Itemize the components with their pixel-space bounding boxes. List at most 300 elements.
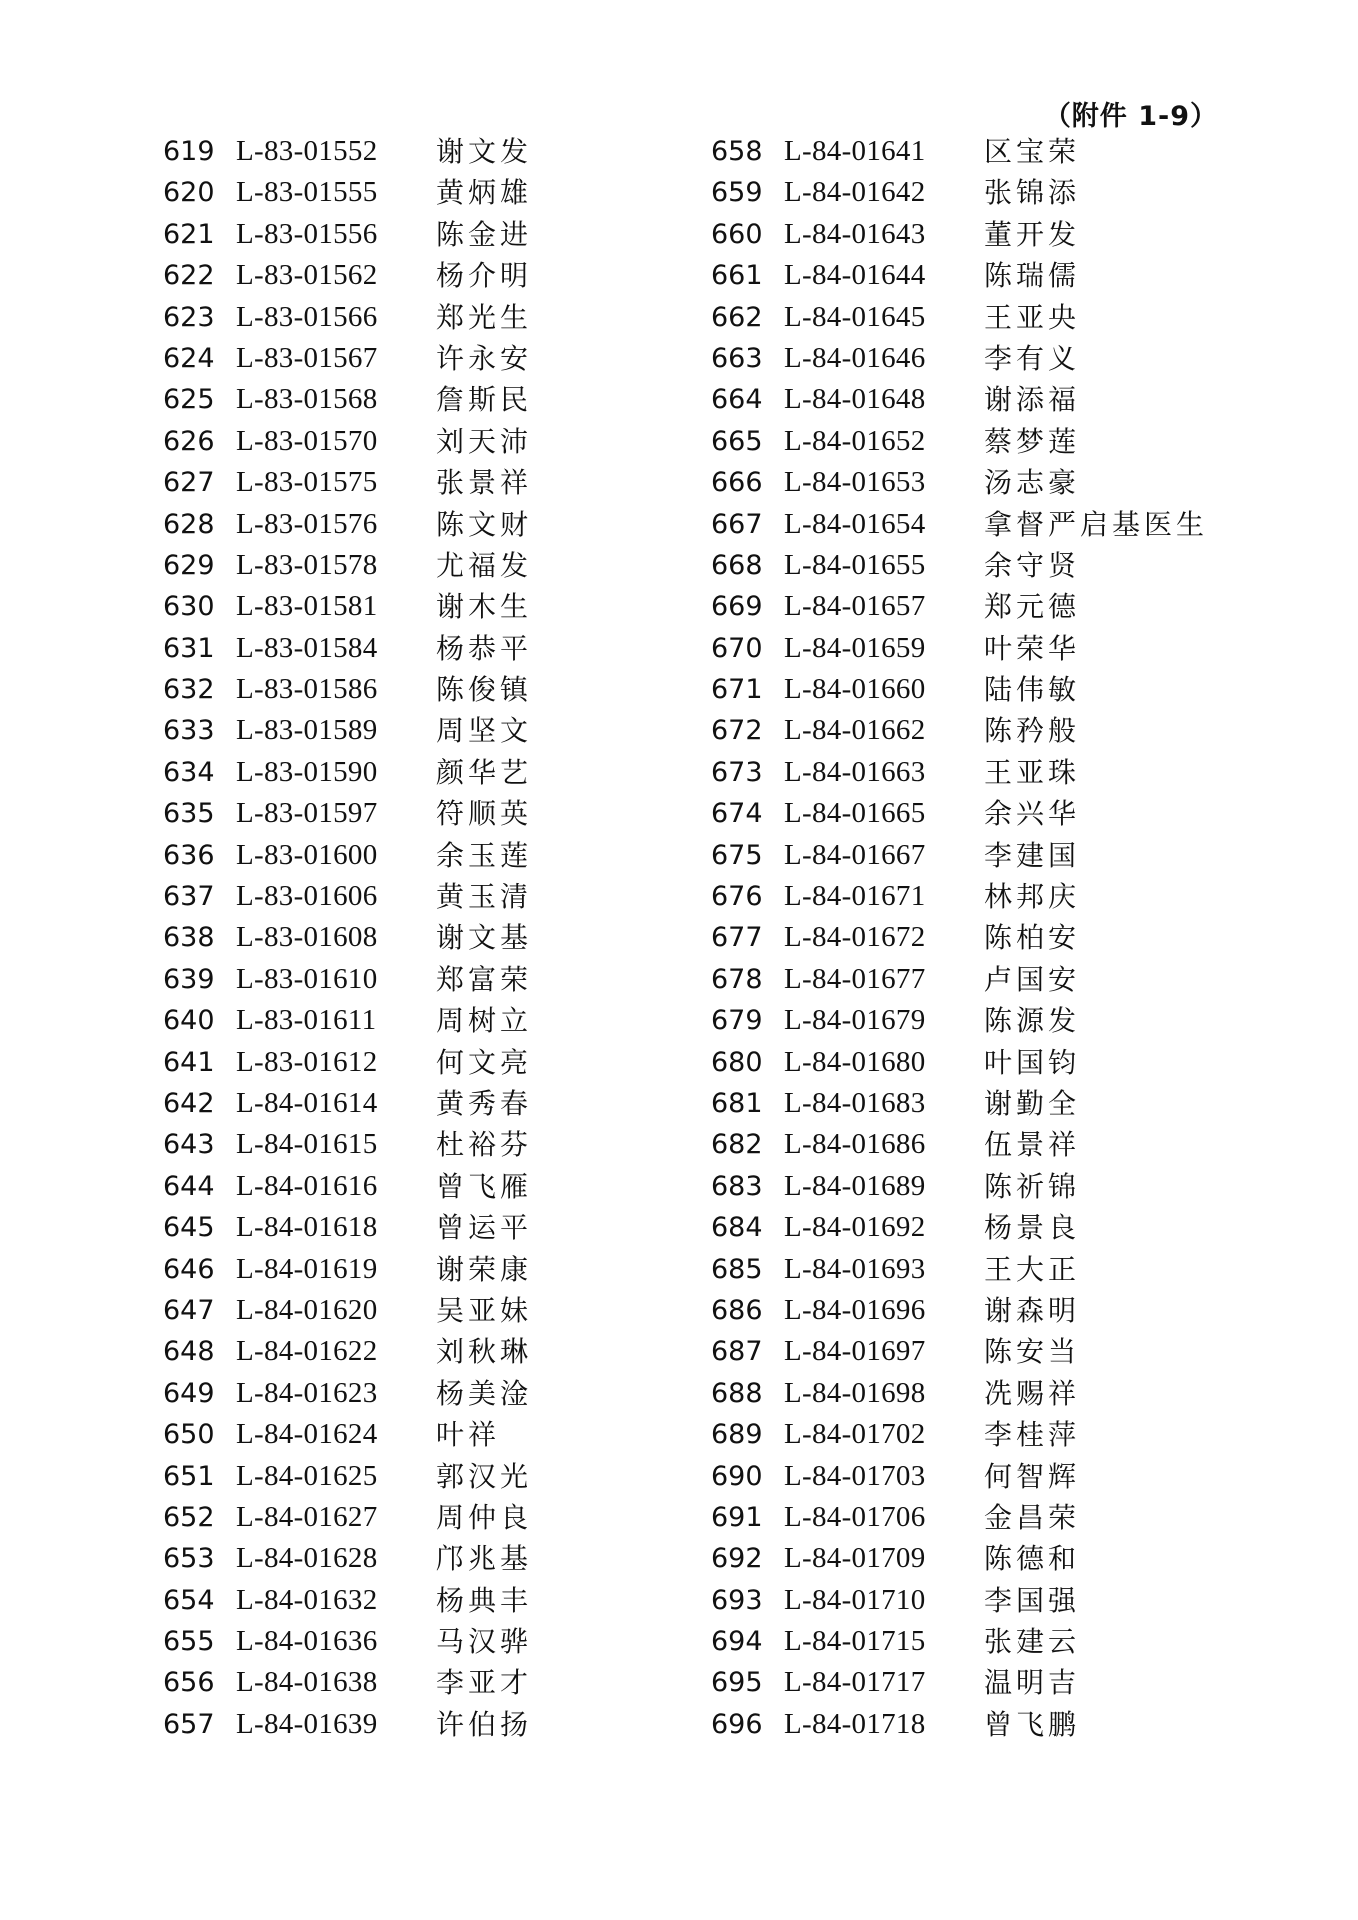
list-item	[163, 959, 532, 1000]
entry-code: L-83-01576	[236, 507, 378, 540]
list-item	[163, 1662, 532, 1703]
list-item	[163, 586, 532, 627]
list-item	[163, 172, 532, 213]
list-item	[163, 214, 532, 255]
entry-name: 余守贤	[984, 548, 1081, 582]
entry-number: 626	[163, 425, 215, 457]
list-item	[163, 628, 532, 669]
list-item	[711, 1290, 1208, 1331]
list-item	[163, 338, 532, 379]
entry-number: 688	[711, 1377, 763, 1409]
list-item	[711, 1580, 1208, 1621]
entry-code: L-84-01679	[784, 1004, 926, 1037]
entry-number: 661	[711, 260, 763, 292]
list-item	[163, 421, 532, 462]
entry-name: 张景祥	[436, 466, 533, 500]
entry-number: 629	[163, 549, 215, 581]
entry-code: L-83-01581	[236, 590, 378, 623]
entry-number: 641	[163, 1046, 215, 1078]
list-item	[711, 338, 1208, 379]
entry-number: 639	[163, 963, 215, 995]
entry-code: L-84-01652	[784, 424, 926, 457]
list-item	[711, 545, 1208, 586]
entry-number: 633	[163, 715, 215, 747]
entry-name: 谢荣康	[436, 1252, 533, 1286]
entry-name: 郑光生	[436, 300, 533, 334]
entry-number: 655	[163, 1626, 215, 1658]
entry-code: L-84-01644	[784, 259, 926, 292]
list-item	[163, 1000, 532, 1041]
list-item	[711, 835, 1208, 876]
list-item	[711, 628, 1208, 669]
entry-code: L-83-01586	[236, 673, 378, 706]
entry-number: 636	[163, 839, 215, 871]
entry-number: 621	[163, 218, 215, 250]
entry-number: 689	[711, 1419, 763, 1451]
entry-number: 669	[711, 591, 763, 623]
entry-name: 陈文财	[436, 507, 533, 541]
entry-code: L-84-01618	[236, 1211, 378, 1244]
list-item	[711, 1000, 1208, 1041]
entry-name: 陈矜般	[984, 714, 1081, 748]
entry-code: L-84-01692	[784, 1211, 926, 1244]
entry-code: L-84-01717	[784, 1666, 926, 1699]
list-item	[711, 1207, 1208, 1248]
entry-code: L-84-01663	[784, 755, 926, 788]
entry-code: L-83-01606	[236, 880, 378, 913]
entry-name: 杜裕芬	[436, 1128, 533, 1162]
entry-number: 632	[163, 674, 215, 706]
list-item	[711, 1331, 1208, 1372]
entry-number: 683	[711, 1170, 763, 1202]
entry-code: L-83-01568	[236, 383, 378, 416]
entry-code: L-84-01677	[784, 962, 926, 995]
entry-code: L-84-01683	[784, 1086, 926, 1119]
entry-code: L-84-01654	[784, 507, 926, 540]
entry-number: 646	[163, 1253, 215, 1285]
list-item	[711, 1083, 1208, 1124]
entry-code: L-84-01614	[236, 1086, 378, 1119]
entry-name: 许永安	[436, 341, 533, 375]
entry-name: 许伯扬	[436, 1707, 533, 1741]
entry-code: L-84-01696	[784, 1293, 926, 1326]
entry-name: 尤福发	[436, 548, 533, 582]
entry-name: 拿督严启基医生	[984, 507, 1209, 541]
entry-number: 666	[711, 467, 763, 499]
entry-name: 曾飞雁	[436, 1169, 533, 1203]
entry-number: 673	[711, 756, 763, 788]
entry-number: 647	[163, 1294, 215, 1326]
entry-number: 678	[711, 963, 763, 995]
entry-name: 冼赐祥	[984, 1376, 1081, 1410]
entry-code: L-84-01655	[784, 548, 926, 581]
entry-name: 卢国安	[984, 962, 1081, 996]
entry-code: L-84-01689	[784, 1169, 926, 1202]
entry-number: 671	[711, 674, 763, 706]
list-item	[711, 297, 1208, 338]
entry-number: 681	[711, 1087, 763, 1119]
entry-name: 陈金进	[436, 217, 533, 251]
entry-code: L-84-01686	[784, 1128, 926, 1161]
entry-number: 696	[711, 1708, 763, 1740]
list-column-right	[711, 131, 1208, 1745]
entry-number: 663	[711, 342, 763, 374]
list-item	[711, 710, 1208, 751]
list-item	[163, 835, 532, 876]
entry-number: 623	[163, 301, 215, 333]
entry-code: L-84-01697	[784, 1335, 926, 1368]
entry-number: 622	[163, 260, 215, 292]
list-item	[711, 1456, 1208, 1497]
list-item	[711, 752, 1208, 793]
list-item	[711, 1414, 1208, 1455]
entry-number: 677	[711, 922, 763, 954]
list-item	[711, 959, 1208, 1000]
list-item	[163, 1497, 532, 1538]
entry-number: 660	[711, 218, 763, 250]
list-item	[711, 586, 1208, 627]
entry-name: 陈德和	[984, 1542, 1081, 1576]
entry-name: 董开发	[984, 217, 1081, 251]
list-item	[163, 545, 532, 586]
entry-number: 675	[711, 839, 763, 871]
list-item	[711, 1249, 1208, 1290]
entry-name: 陆伟敏	[984, 673, 1081, 707]
entry-code: L-83-01597	[236, 797, 378, 830]
entry-code: L-84-01648	[784, 383, 926, 416]
entry-code: L-84-01645	[784, 300, 926, 333]
entry-number: 634	[163, 756, 215, 788]
entry-number: 659	[711, 177, 763, 209]
list-item	[711, 917, 1208, 958]
entry-name: 周树立	[436, 1004, 533, 1038]
entry-code: L-84-01665	[784, 797, 926, 830]
entry-code: L-84-01641	[784, 135, 926, 167]
list-item	[711, 1166, 1208, 1207]
list-item	[163, 917, 532, 958]
list-item	[163, 1249, 532, 1290]
entry-name: 黄秀春	[436, 1086, 533, 1120]
entry-code: L-84-01632	[236, 1583, 378, 1616]
entry-name: 李亚才	[436, 1666, 533, 1700]
entry-code: L-83-01578	[236, 548, 378, 581]
list-item	[163, 1414, 532, 1455]
entry-name: 汤志豪	[984, 466, 1081, 500]
entry-name: 郑富荣	[436, 962, 533, 996]
entry-name: 何文亮	[436, 1045, 533, 1079]
entry-code: L-84-01698	[784, 1376, 926, 1409]
entry-number: 638	[163, 922, 215, 954]
entry-number: 670	[711, 632, 763, 664]
entry-name: 刘秋琳	[436, 1335, 533, 1369]
entry-code: L-83-01575	[236, 466, 378, 499]
list-item	[163, 1621, 532, 1662]
entry-number: 692	[711, 1543, 763, 1575]
entry-number: 662	[711, 301, 763, 333]
entry-code: L-84-01671	[784, 880, 926, 913]
entry-code: L-84-01636	[236, 1625, 378, 1658]
entry-code: L-84-01703	[784, 1459, 926, 1492]
entry-number: 664	[711, 384, 763, 416]
entry-number: 687	[711, 1336, 763, 1368]
entry-code: L-84-01646	[784, 341, 926, 374]
entry-number: 637	[163, 881, 215, 913]
entry-code: L-84-01715	[784, 1625, 926, 1658]
list-item	[163, 669, 532, 710]
entry-number: 691	[711, 1501, 763, 1533]
entry-name: 余兴华	[984, 797, 1081, 831]
entry-name: 叶国钧	[984, 1045, 1081, 1079]
entry-code: L-84-01680	[784, 1045, 926, 1078]
list-item	[163, 504, 532, 545]
list-item	[711, 255, 1208, 296]
entry-name: 杨典丰	[436, 1583, 533, 1617]
list-item	[163, 379, 532, 420]
entry-number: 624	[163, 342, 215, 374]
entry-code: L-84-01662	[784, 714, 926, 747]
entry-number: 643	[163, 1129, 215, 1161]
entry-code: L-84-01624	[236, 1418, 378, 1451]
list-item	[163, 1704, 532, 1745]
entry-name: 陈瑞儒	[984, 259, 1081, 293]
list-item	[711, 793, 1208, 834]
entry-code: L-84-01672	[784, 921, 926, 954]
list-item	[711, 172, 1208, 213]
entry-number: 680	[711, 1046, 763, 1078]
entry-number: 694	[711, 1626, 763, 1658]
entry-code: L-83-01552	[236, 135, 378, 167]
entry-name: 谢勤全	[984, 1086, 1081, 1120]
entry-code: L-83-01600	[236, 838, 378, 871]
entry-code: L-84-01616	[236, 1169, 378, 1202]
entry-name: 马汉骅	[436, 1625, 533, 1659]
entry-number: 667	[711, 508, 763, 540]
list-item	[163, 1166, 532, 1207]
list-item	[163, 1124, 532, 1165]
entry-name: 颜华艺	[436, 755, 533, 789]
entry-name: 吴亚妹	[436, 1293, 533, 1327]
entry-number: 658	[711, 136, 763, 167]
list-item	[163, 1580, 532, 1621]
entry-number: 693	[711, 1584, 763, 1616]
list-item	[163, 462, 532, 503]
entry-code: L-84-01710	[784, 1583, 926, 1616]
entry-code: L-84-01628	[236, 1542, 378, 1575]
entry-code: L-84-01639	[236, 1707, 378, 1740]
entry-name: 曾运平	[436, 1211, 533, 1245]
entry-code: L-84-01642	[784, 176, 926, 209]
entry-code: L-83-01610	[236, 962, 378, 995]
entry-code: L-84-01660	[784, 673, 926, 706]
entry-code: L-84-01615	[236, 1128, 378, 1161]
list-item	[711, 504, 1208, 545]
entry-name: 郑元德	[984, 590, 1081, 624]
list-column-left	[163, 131, 532, 1745]
list-item	[711, 1662, 1208, 1703]
entry-number: 644	[163, 1170, 215, 1202]
entry-code: L-84-01625	[236, 1459, 378, 1492]
entry-number: 672	[711, 715, 763, 747]
entry-name: 李桂萍	[984, 1418, 1081, 1452]
entry-number: 682	[711, 1129, 763, 1161]
list-item	[163, 1538, 532, 1579]
entry-code: L-84-01620	[236, 1293, 378, 1326]
entry-number: 668	[711, 549, 763, 581]
entry-name: 谢木生	[436, 590, 533, 624]
entry-code: L-84-01693	[784, 1252, 926, 1285]
list-item	[163, 752, 532, 793]
list-item	[711, 214, 1208, 255]
entry-number: 665	[711, 425, 763, 457]
list-item	[163, 1373, 532, 1414]
entry-number: 654	[163, 1584, 215, 1616]
list-item	[711, 379, 1208, 420]
list-item	[711, 462, 1208, 503]
list-item	[711, 876, 1208, 917]
list-item	[711, 1538, 1208, 1579]
entry-code: L-84-01622	[236, 1335, 378, 1368]
entry-name: 谢文发	[436, 135, 533, 168]
entry-name: 杨景良	[984, 1211, 1081, 1245]
entry-name: 王大正	[984, 1252, 1081, 1286]
entry-number: 652	[163, 1501, 215, 1533]
entry-name: 张建云	[984, 1625, 1081, 1659]
entry-number: 625	[163, 384, 215, 416]
entry-code: L-83-01555	[236, 176, 378, 209]
entry-name: 詹斯民	[436, 383, 533, 417]
entry-number: 627	[163, 467, 215, 499]
entry-code: L-84-01718	[784, 1707, 926, 1740]
entry-name: 周坚文	[436, 714, 533, 748]
entry-code: L-84-01638	[236, 1666, 378, 1699]
entry-number: 653	[163, 1543, 215, 1575]
entry-code: L-83-01590	[236, 755, 378, 788]
entry-number: 620	[163, 177, 215, 209]
entry-name: 余玉莲	[436, 838, 533, 872]
entry-code: L-84-01706	[784, 1500, 926, 1533]
entry-name: 王亚央	[984, 300, 1081, 334]
entry-name: 周仲良	[436, 1500, 533, 1534]
entry-code: L-84-01627	[236, 1500, 378, 1533]
list-item	[163, 131, 532, 172]
list-item	[163, 1456, 532, 1497]
entry-name: 温明吉	[984, 1666, 1081, 1700]
entry-number: 631	[163, 632, 215, 664]
entry-code: L-83-01611	[236, 1004, 377, 1037]
entry-name: 邝兆基	[436, 1542, 533, 1576]
entry-number: 619	[163, 136, 215, 167]
entry-number: 656	[163, 1667, 215, 1699]
entry-code: L-84-01702	[784, 1418, 926, 1451]
entry-number: 690	[711, 1460, 763, 1492]
entry-name: 陈俊镇	[436, 673, 533, 707]
entry-number: 640	[163, 1005, 215, 1037]
entry-name: 谢添福	[984, 383, 1081, 417]
list-item	[711, 1621, 1208, 1662]
entry-code: L-84-01653	[784, 466, 926, 499]
entry-name: 刘天沛	[436, 424, 533, 458]
list-item	[163, 1042, 532, 1083]
entry-name: 陈柏安	[984, 921, 1081, 955]
entry-name: 张锦添	[984, 176, 1081, 210]
entry-code: L-83-01567	[236, 341, 378, 374]
list-item	[711, 1042, 1208, 1083]
list-item	[163, 297, 532, 338]
list-item	[163, 793, 532, 834]
entry-name: 黄炳雄	[436, 176, 533, 210]
entry-number: 695	[711, 1667, 763, 1699]
list-item	[711, 1497, 1208, 1538]
entry-code: L-84-01657	[784, 590, 926, 623]
entry-number: 679	[711, 1005, 763, 1037]
list-item	[163, 255, 532, 296]
entry-name: 李建国	[984, 838, 1081, 872]
entry-code: L-84-01619	[236, 1252, 378, 1285]
entry-code: L-84-01643	[784, 217, 926, 250]
entry-code: L-83-01608	[236, 921, 378, 954]
entry-name: 符顺英	[436, 797, 533, 831]
list-item	[163, 1290, 532, 1331]
entry-name: 林邦庆	[984, 880, 1081, 914]
entry-number: 642	[163, 1087, 215, 1119]
entry-name: 李国强	[984, 1583, 1081, 1617]
entry-number: 648	[163, 1336, 215, 1368]
entry-code: L-83-01562	[236, 259, 378, 292]
entry-name: 何智辉	[984, 1459, 1081, 1493]
list-item	[163, 1331, 532, 1372]
entry-name: 杨美淦	[436, 1376, 533, 1410]
entry-name: 黄玉清	[436, 880, 533, 914]
entry-number: 657	[163, 1708, 215, 1740]
entry-name: 王亚珠	[984, 755, 1081, 789]
list-item	[711, 421, 1208, 462]
entry-number: 686	[711, 1294, 763, 1326]
entry-code: L-83-01589	[236, 714, 378, 747]
entry-code: L-84-01709	[784, 1542, 926, 1575]
list-item	[711, 1704, 1208, 1745]
entry-number: 635	[163, 798, 215, 830]
entry-code: L-83-01570	[236, 424, 378, 457]
entry-code: L-83-01612	[236, 1045, 378, 1078]
entry-name: 区宝荣	[984, 135, 1081, 168]
entry-number: 645	[163, 1212, 215, 1244]
list-item	[163, 710, 532, 751]
list-item	[711, 1124, 1208, 1165]
entry-number: 651	[163, 1460, 215, 1492]
entry-name: 金昌荣	[984, 1500, 1081, 1534]
list-item	[711, 669, 1208, 710]
entry-code: L-84-01659	[784, 631, 926, 664]
entry-name: 杨介明	[436, 259, 533, 293]
entry-number: 630	[163, 591, 215, 623]
entry-code: L-83-01566	[236, 300, 378, 333]
entry-name: 谢森明	[984, 1293, 1081, 1327]
entry-name: 曾飞鹏	[984, 1707, 1081, 1741]
entry-code: L-84-01623	[236, 1376, 378, 1409]
entry-name: 叶荣华	[984, 631, 1081, 665]
list-item	[163, 876, 532, 917]
entry-name: 陈源发	[984, 1004, 1081, 1038]
entry-number: 649	[163, 1377, 215, 1409]
page-label: （附件 1-9）	[1043, 101, 1218, 132]
entry-code: L-83-01584	[236, 631, 378, 664]
entry-name: 郭汉光	[436, 1459, 533, 1493]
entry-name: 谢文基	[436, 921, 533, 955]
entry-number: 628	[163, 508, 215, 540]
entry-number: 685	[711, 1253, 763, 1285]
entry-number: 650	[163, 1419, 215, 1451]
list-item	[163, 1083, 532, 1124]
